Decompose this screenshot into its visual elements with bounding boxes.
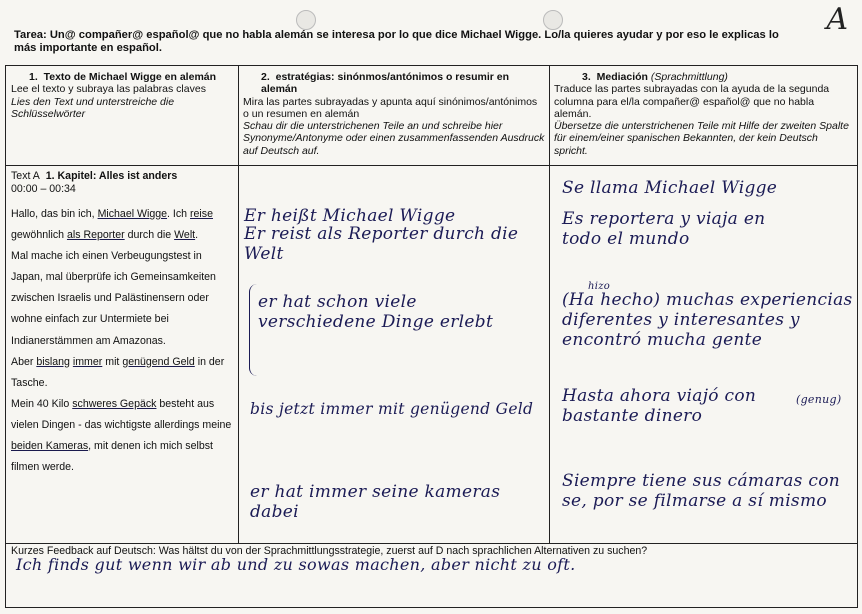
handwritten-col3-line-2: Es reportera y viaja en todo el mundo (562, 209, 766, 249)
handwritten-col3-line-4: Hasta ahora viajó con bastante dinero (562, 386, 757, 426)
worksheet-table (5, 65, 858, 608)
handwritten-col2-line-2: Er reist als Reporter durch die Welt (244, 224, 519, 264)
handwritten-col3-note-hizo: hizo (588, 281, 611, 292)
col-divider-1 (238, 66, 239, 544)
feedback-answer: Ich finds gut wenn wir ab und zu sowas machen, aber nicht zu oft. (16, 555, 576, 574)
handwritten-col3-note-genug: (genug) (796, 393, 842, 406)
handwritten-col2-line-5: er hat immer seine kameras dabei (250, 482, 501, 522)
text-a-paragraph-2: Mal mache ich einen Verbeugungstest in Japan, mal überprüfe ich Gemeinsamkeiten zwischen Israelis und Palästinensern oder wohne einfach zur Untermiete bei Indianerstämmen am Amazonas. (11, 250, 216, 347)
handwritten-col3-line-5: Siempre tiene sus cámaras con se, por se filmarse a sí mismo (562, 471, 840, 511)
header-col-1: 1. Texto de Michael Wigge en alemán Lee el texto y subraya las palabras claves Lies den Text und unterstreiche die Schlüsselwörter (11, 71, 217, 120)
handwritten-col3-line-3: (Ha hecho) muchas experiencias diferentes y interesantes y encontró mucha gente (562, 290, 853, 350)
task-instruction: Tarea: Un@ compañer@ español@ que no habla alemán se interesa por lo que dice Michael Wigge. Lo/la quieres ayudar y por eso le explicas lo más importante en español. (14, 29, 779, 54)
header-col-2: 2. estratégias: sinónmos/antónimos o resumir en alemán Mira las partes subrayadas y apunta aquí sinónimos/antónimos o un resumen en alemán Schau dir die unterstrichenen Teile an und schreibe hier Synonyme/Antonyme oder einen zusammenfassenden Ausdruck auf Deutsch auf. (243, 71, 545, 157)
text-a-time: 00:00 – 00:34 (11, 183, 76, 195)
feedback-row-divider (6, 543, 857, 544)
header-row-divider (6, 165, 857, 166)
handwritten-bracket (249, 284, 258, 376)
corner-grade-mark: A (826, 2, 848, 37)
text-a (11, 170, 233, 478)
header-col-3: 3. Mediación (Sprachmittlung) Traduce las partes subrayadas con la ayuda de la segunda columna para el/la compañer@ español@ que no habla alemán. Übersetze die unterstrichenen Teile mit Hilfe der zweiten Spalte für einem/einer spanischen Bekannten, der kein Deutsch spricht. (554, 71, 849, 157)
handwritten-col2-line-3: er hat schon viele verschiedene Dinge erlebt (258, 292, 494, 332)
feedback-question: Kurzes Feedback auf Deutsch: Was hältst du von der Sprachmittlungsstrategie, zuerst auf D nach sprachlichen Alternativen zu suchen? (11, 545, 648, 557)
text-a-paragraph-1: Hallo, das bin ich, Michael Wigge. Ich reise gewöhnlich als Reporter durch die Welt. (11, 208, 213, 242)
text-a-heading: Text A 1. Kapitel: Alles ist anders (11, 170, 178, 182)
handwritten-col2-line-1: Er heißt Michael Wigge (244, 206, 456, 226)
punch-hole-left (296, 10, 316, 30)
handwritten-col2-line-4: bis jetzt immer mit genügend Geld (250, 400, 534, 418)
col-divider-2 (549, 66, 550, 544)
punch-hole-right (543, 10, 563, 30)
text-a-paragraph-4: Mein 40 Kilo schweres Gepäck besteht aus vielen Dingen - das wichtigste allerdings meine beiden Kameras, mit denen ich mich selbst filmen werde. (11, 397, 232, 474)
handwritten-col3-line-1: Se llama Michael Wigge (562, 178, 778, 198)
text-a-paragraph-3: Aber bislang immer mit genügend Geld in der Tasche. (11, 355, 225, 389)
